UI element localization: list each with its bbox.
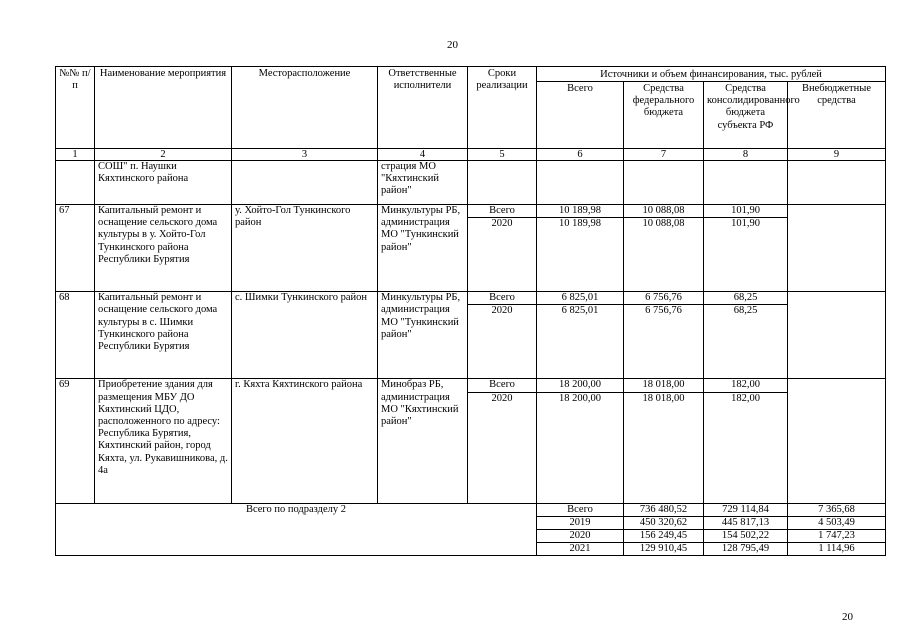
header-location: Месторасположение: [232, 67, 378, 149]
cell-federal: [624, 161, 704, 205]
cell-federal: 6 756,76: [624, 292, 704, 305]
header-offbudget: Внебюджетные средства: [788, 82, 886, 149]
cell-federal: 445 817,13: [704, 516, 788, 529]
cell-total: 10 189,98: [537, 218, 624, 292]
cell-period: [468, 161, 537, 205]
header-regional: Средства консолидированного бюджета субъекта РФ: [704, 82, 788, 149]
table-row: [56, 292, 886, 305]
cell-period: 2019: [537, 516, 624, 529]
cell-num: 69: [56, 379, 95, 503]
cell-executors: Минкультуры РБ, администрация МО "Тункинский район": [378, 292, 468, 379]
cell-period: Всего: [468, 205, 537, 218]
column-number: 6: [537, 149, 624, 161]
column-number: 7: [624, 149, 704, 161]
cell-name: Капитальный ремонт и оснащение сельского дома культуры в с. Шимки Тункинского района Республики Бурятия: [95, 292, 232, 379]
cell-federal: 18 018,00: [624, 392, 704, 503]
cell-regional: 4 503,49: [788, 516, 886, 529]
cell-federal: 729 114,84: [704, 503, 788, 516]
cell-offbudget: [788, 205, 886, 292]
cell-name: СОШ" п. Наушки Кяхтинского района: [95, 161, 232, 205]
cell-total: 6 825,01: [537, 292, 624, 305]
cell-regional: 1 114,96: [788, 543, 886, 556]
cell-period: 2020: [468, 392, 537, 503]
header-financing: Источники и объем финансирования, тыс. рублей: [537, 67, 886, 82]
cell-period: 2021: [537, 543, 624, 556]
cell-period: 2020: [537, 530, 624, 543]
page-number-top: 20: [447, 39, 458, 51]
cell-location: г. Кяхта Кяхтинского района: [232, 379, 378, 503]
cell-name: Приобретение здания для размещения МБУ ДО Кяхтинский ЦДО, расположенного по адресу: Республика Бурятия, Кяхтинский район, город Кяхта, ул. Рукавишникова, д. 4а: [95, 379, 232, 503]
cell-regional: 68,25: [704, 292, 788, 305]
cell-period: Всего: [468, 292, 537, 305]
header-row-1: [56, 67, 886, 82]
cell-location: [232, 161, 378, 205]
cell-federal: 154 502,22: [704, 530, 788, 543]
table-row: [56, 379, 886, 392]
cell-location: с. Шимки Тункинского район: [232, 292, 378, 379]
column-number: 8: [704, 149, 788, 161]
cell-regional: 1 747,23: [788, 530, 886, 543]
cell-federal: 6 756,76: [624, 305, 704, 379]
column-number: 2: [95, 149, 232, 161]
column-number: 5: [468, 149, 537, 161]
cell-federal: 10 088,08: [624, 218, 704, 292]
header-name: Наименование мероприятия: [95, 67, 232, 149]
cell-total: [537, 161, 624, 205]
cell-regional: 7 365,68: [788, 503, 886, 516]
financing-table: [55, 66, 886, 556]
cell-offbudget: [788, 379, 886, 503]
cell-total: 6 825,01: [537, 305, 624, 379]
cell-total: 129 910,45: [624, 543, 704, 556]
cell-regional: 101,90: [704, 218, 788, 292]
cell-regional: 182,00: [704, 379, 788, 392]
cell-federal: 10 088,08: [624, 205, 704, 218]
header-executors: Ответственные исполнители: [378, 67, 468, 149]
table-row: [56, 205, 886, 218]
cell-federal: 128 795,49: [704, 543, 788, 556]
cell-period: Всего: [468, 379, 537, 392]
cell-executors: Минобраз РБ, администрация МО "Кяхтинский район": [378, 379, 468, 503]
cell-regional: [704, 161, 788, 205]
cell-location: у. Хойто-Гол Тункинского район: [232, 205, 378, 292]
cell-period: 2020: [468, 305, 537, 379]
cell-total: 10 189,98: [537, 205, 624, 218]
cell-executors: Минкультуры РБ, администрация МО "Тункинский район": [378, 205, 468, 292]
continued-row: [56, 161, 886, 205]
cell-num: [56, 161, 95, 205]
subtotal-label: Всего по подразделу 2: [56, 503, 537, 556]
header-num: №№ п/п: [56, 67, 95, 149]
cell-total: 736 480,52: [624, 503, 704, 516]
cell-offbudget: [788, 161, 886, 205]
cell-regional: 68,25: [704, 305, 788, 379]
page-number-bottom: 20: [842, 611, 853, 623]
cell-num: 67: [56, 205, 95, 292]
column-number: 9: [788, 149, 886, 161]
cell-num: 68: [56, 292, 95, 379]
cell-total: 450 320,62: [624, 516, 704, 529]
cell-period: Всего: [537, 503, 624, 516]
cell-offbudget: [788, 292, 886, 379]
cell-period: 2020: [468, 218, 537, 292]
cell-federal: 18 018,00: [624, 379, 704, 392]
header-period: Сроки реализации: [468, 67, 537, 149]
cell-regional: 182,00: [704, 392, 788, 503]
cell-executors: страция МО "Кяхтинский район": [378, 161, 468, 205]
cell-name: Капитальный ремонт и оснащение сельского дома культуры в у. Хойто-Гол Тункинского района Республики Бурятия: [95, 205, 232, 292]
header-total: Всего: [537, 82, 624, 149]
cell-total: 156 249,45: [624, 530, 704, 543]
cell-regional: 101,90: [704, 205, 788, 218]
cell-total: 18 200,00: [537, 392, 624, 503]
column-number: 4: [378, 149, 468, 161]
column-numbers-row: [56, 149, 886, 161]
subtotal-row: [56, 503, 886, 516]
header-federal: Средства федерального бюджета: [624, 82, 704, 149]
column-number: 3: [232, 149, 378, 161]
column-number: 1: [56, 149, 95, 161]
cell-total: 18 200,00: [537, 379, 624, 392]
